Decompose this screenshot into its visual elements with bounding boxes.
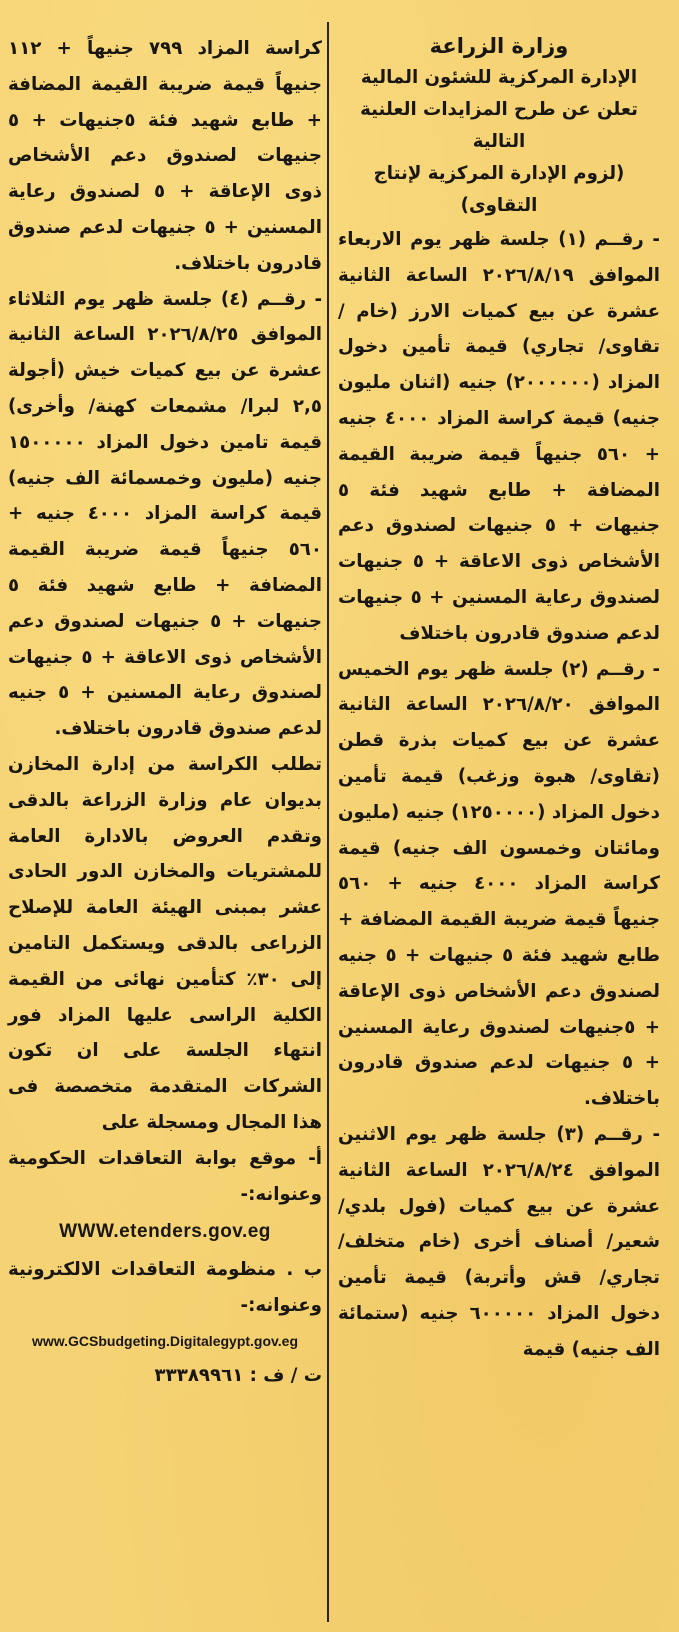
- right-column: [338, 30, 660, 1368]
- column-divider: [327, 22, 329, 1622]
- auction-lot-2: - رقــم (٢) جلسة ظهر يوم الخميس الموافق ٢٠٢٦/٨/٢٠ الساعة الثانية عشرة عن بيع كميات بذرة قطن (تقاوى/ هبوة وزغب) قيمة تأمين دخول المزاد (١٢٥٠٠٠٠) جنيه (مليون ومائتان وخمسون الف جنيه) قيمة كراسة المزاد ٤٠٠٠ جنيه + ٥٦٠ جنيهاً قيمة ضريبة القيمة المضافة + طابع شهيد فئة ٥ جنيهات + ٥ جنيه لصندوق دعم الأشخاص ذوى الإعاقة + ٥جنيهات لصندوق رعاية المسنين + ٥ جنيهات لدعم صندوق قادرون باختلاف.: [338, 658, 661, 1110]
- left-column: [8, 31, 322, 1394]
- purpose-line: (لزوم الإدارة المركزية لإنتاج التقاوى): [373, 163, 625, 216]
- phone-fax: ت / ف : ٣٣٣٨٩٩٦١: [154, 1364, 322, 1386]
- auction-lot-3: - رقــم (٣) جلسة ظهر يوم الاثنين الموافق ٢٠٢٦/٨/٢٤ الساعة الثانية عشرة عن بيع كميات (فول بلدي/ شعير/ أصناف أخرى (خام متخلف/ تجاري/ قش وأتربة) قيمة تأمين دخول المزاد ٦٠٠٠٠٠ جنيه (ستمائة الف جنيه) قيمة: [338, 1123, 660, 1360]
- ministry-title: وزارة الزراعة: [429, 34, 569, 58]
- gcs-budgeting-url[interactable]: www.GCSbudgeting.Digitalegypt.gov.eg: [32, 1332, 298, 1349]
- auction-lot-3-continued: كراسة المزاد ٧٩٩ جنيهاً + ١١٢ جنيهاً قيمة ضريبة القيمة المضافة + طابع شهيد فئة ٥جنيهات + ٥ جنيهات لصندوق دعم الأشخاص ذوى الإعاقة + ٥ لصندوق رعاية المسنين + ٥ جنيهات لدعم صندوق قادرون باختلاف.: [8, 38, 323, 274]
- etenders-url[interactable]: WWW.etenders.gov.eg: [59, 1221, 271, 1243]
- instructions-paragraph: تطلب الكراسة من إدارة المخازن بديوان عام وزارة الزراعة بالدقى وتقدم العروض بالادارة العامة للمشتريات والمخازن الدور الحادى عشر بمبنى الهيئة العامة للإصلاح الزراعى بالدقى ويستكمل التامين إلى ٣٠٪ كتأمين نهائى من القيمة الكلية الراسى عليها المزاد فور انتهاء الجلسة على ان تكون الشركات المتقدمة متخصصة فى هذا المجال ومسجلة على: [8, 753, 323, 1133]
- portal-b-label: ب . منظومة التعاقدات الالكترونية وعنوانه:-: [8, 1259, 322, 1317]
- auction-lot-4: - رقــم (٤) جلسة ظهر يوم الثلاثاء الموافق ٢٠٢٦/٨/٢٥ الساعة الثانية عشرة عن بيع كميات خيش (أجولة ٢,٥ لبرا/ مشمعات كهنة/ وأخرى) قيمة تامين دخول المزاد ١٥٠٠٠٠٠ جنيه (مليون وخمسمائة الف جنيه) قيمة كراسة المزاد ٤٠٠٠ جنيه + ٥٦٠ جنيهاً قيمة ضريبة القيمة المضافة + طابع شهيد فئة ٥ جنيهات + ٥ جنيهات لصندوق دعم الأشخاص ذوى الاعاقة + ٥ جنيهات لصندوق رعاية المسنين + ٥ جنيه لدعم صندوق قادرون باختلاف.: [8, 288, 323, 740]
- auction-lot-1: - رقــم (١) جلسة ظهر يوم الاربعاء الموافق ٢٠٢٦/٨/١٩ الساعة الثانية عشرة عن بيع كميات الارز (خام /تقاوى/ تجاري) قيمة تأمين دخول المزاد (٢٠٠٠٠٠٠) جنيه (اثنان مليون جنيه) قيمة كراسة المزاد ٤٠٠٠ جنيه + ٥٦٠ جنيهاً قيمة ضريبة القيمة المضافة + طابع شهيد فئة ٥ جنيهات + ٥ جنيهات لصندوق دعم الأشخاص ذوى الاعاقة + ٥ جنيهات لصندوق رعاية المسنين + ٥ جنيهات لدعم صندوق قادرون باختلاف: [338, 229, 660, 644]
- announcement-line: تعلن عن طرح المزايدات العلنية التالية: [360, 99, 638, 152]
- portal-a-label: أ- موقع بوابة التعاقدات الحكومية وعنوانه:-: [8, 1147, 322, 1205]
- department-name: الإدارة المركزية للشئون المالية: [360, 67, 638, 88]
- ad-header: [338, 30, 660, 222]
